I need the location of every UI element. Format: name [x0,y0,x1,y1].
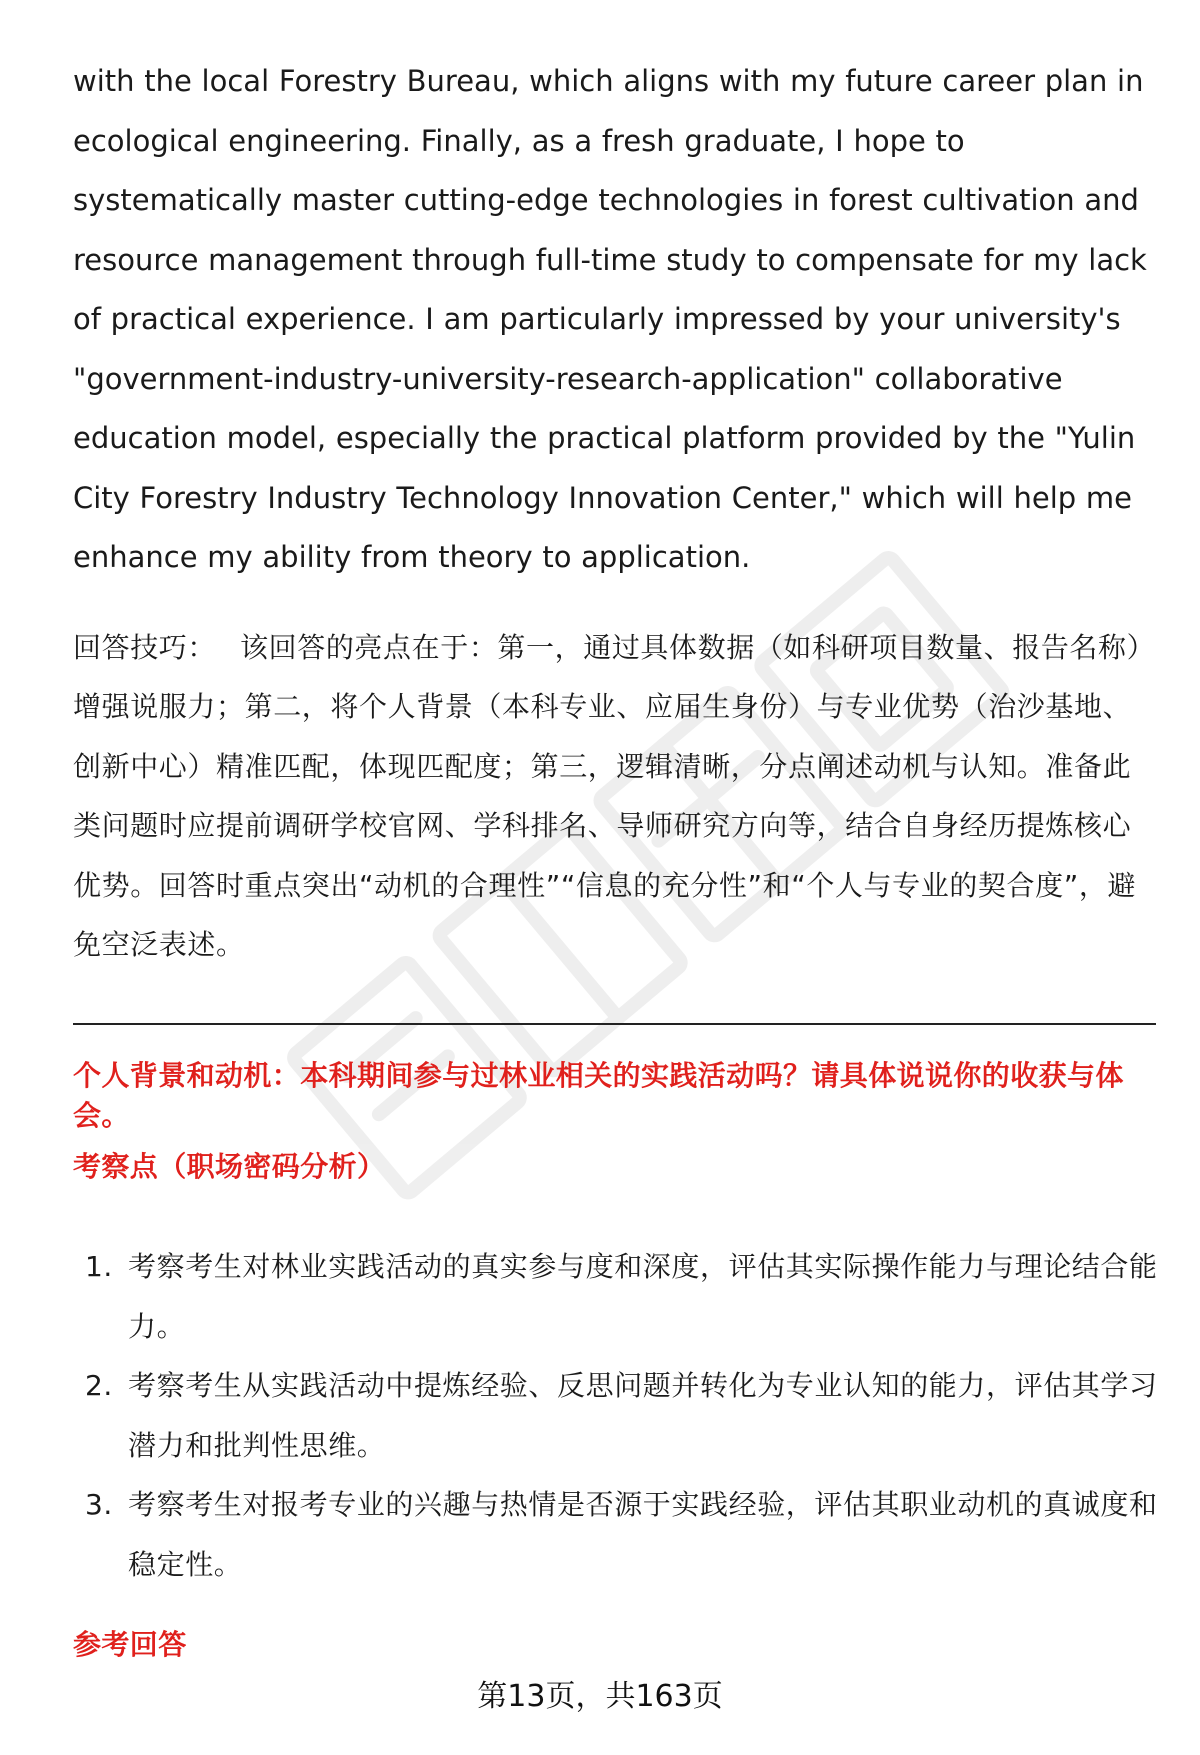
list-item-number: 3. [85,1488,113,1521]
tips-text: 该回答的亮点在于：第一，通过具体数据（如科研项目数量、报告名称）增强说服力；第二，将个人背景（本科专业、应届生身份）与专业优势（治沙基地、创新中心）精准匹配，体现匹配度；第三，逻辑清晰，分点阐述动机与认知。准备此类问题时应提前调研学校官网、学科排名、导师研究方向等，结合自身经历提炼核心优势。回答时重点突出“动机的合理性”“信息的充分性”和“个人与专业的契合度”，避免空泛表述。 [73,630,1156,961]
assessment-points-list [73,1237,1158,1594]
list-item-number: 2. [85,1369,113,1402]
list-item [73,1356,1158,1475]
list-item-text: 考察考生对林业实践活动的真实参与度和深度，评估其实际操作能力与理论结合能力。 [128,1250,1158,1343]
list-item-number: 1. [85,1250,113,1283]
question-title: 个人背景和动机：本科期间参与过林业相关的实践活动吗？请具体说说你的收获与体会。 [73,1059,1124,1132]
list-item-text: 考察考生从实践活动中提炼经验、反思问题并转化为专业认知的能力，评估其学习潜力和批判性思维。 [128,1369,1158,1462]
page-number: 第13页，共163页 [477,1679,723,1714]
section-divider [73,1023,1156,1025]
tips-label: 回答技巧： [73,630,217,664]
answer-paragraph-english: with the local Forestry Bureau, which aligns with my future career plan in ecological engineering. Finally, as a fresh graduate, I hope to systematically master cutting-edge technologies in forest cultivation and resource management through full-time study to compensate for my lack of practical experience. I am particularly impressed by your university's "government-industry-university-research-application" collaborative education model, especially the practical platform provided by the "Yulin City Forestry Industry Technology Innovation Center," which will help me enhance my ability from theory to application. [73,64,1147,574]
list-item [73,1475,1158,1594]
reference-answer-heading: 参考回答 [73,1628,187,1661]
list-item-text: 考察考生对报考专业的兴趣与热情是否源于实践经验，评估其职业动机的真诚度和稳定性。 [128,1488,1158,1581]
content-area [73,52,1158,975]
answer-tips-paragraph [73,618,1158,975]
list-item [73,1237,1158,1356]
assessment-heading: 考察点（职场密码分析） [73,1150,386,1183]
